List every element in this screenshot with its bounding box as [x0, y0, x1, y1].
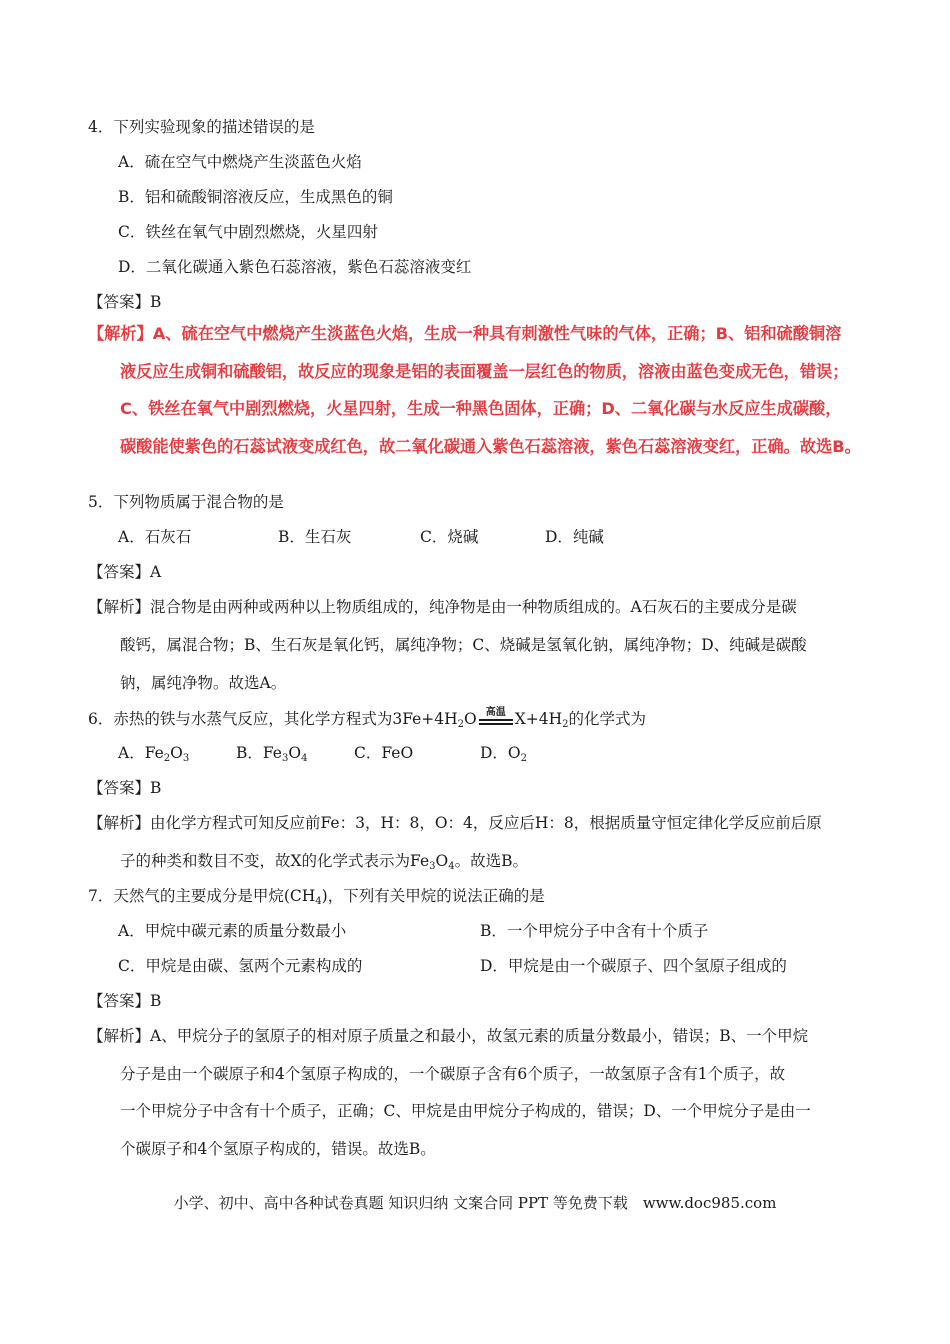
- q5-option-a: A．石灰石: [118, 528, 192, 546]
- q5-option-c: C．烧碱: [420, 528, 479, 546]
- q6-option-a: A．$Fe_2O_3$: [118, 744, 190, 764]
- q6-stem: 6．赤热的铁与水蒸气反应，其化学方程式为$3Fe+4H_2O$ 高温 $X+4H_2$的化学式为: [88, 707, 647, 730]
- q5-stem: 5．下列物质属于混合物的是: [88, 493, 284, 511]
- q6-explanation-line-2: 子的种类和数目不变，故X的化学式表示为$Fe_3O_4$。故选B。: [120, 852, 528, 872]
- q6-answer: 【答案】B: [88, 779, 162, 797]
- q4-explanation-line-3: C、铁丝在氧气中剧烈燃烧，火星四射，生成一种黑色固体，正确；D、二氧化碳与水反应生成碳酸，: [120, 399, 842, 418]
- q7-explanation-line-4: 个碳原子和4个氢原子构成的，错误。故选B。: [120, 1140, 436, 1158]
- reaction-condition-mark: [479, 708, 513, 728]
- q4-explanation-line-1: 【解析】A、硫在空气中燃烧产生淡蓝色火焰，生成一种具有刺激性气味的气体，正确；B、铝和硫酸铜溶: [88, 324, 842, 343]
- q7-option-a: A．甲烷中碳元素的质量分数最小: [118, 922, 347, 940]
- q6-option-d: D．$O_2$: [480, 744, 528, 764]
- reaction-condition-label: 高温: [485, 707, 506, 718]
- q7-option-c: C．甲烷是由碳、氢两个元素构成的: [118, 957, 363, 975]
- q5-option-d: D．纯碱: [545, 528, 604, 546]
- q4-option-a: A．硫在空气中燃烧产生淡蓝色火焰: [118, 153, 362, 171]
- q6-option-c: C．FeO: [354, 744, 414, 762]
- q5-explanation-line-2: 酸钙，属混合物；B、生石灰是氧化钙，属纯净物；C、烧碱是氢氧化钠，属纯净物；D、纯碱是碳酸: [120, 636, 807, 654]
- page-footer: 小学、初中、高中各种试卷真题 知识归纳 文案合同 PPT 等免费下载 www.doc985.com: [173, 1194, 777, 1212]
- q4-option-d: D．二氧化碳通入紫色石蕊溶液，紫色石蕊溶液变红: [118, 258, 472, 276]
- q6-option-b: B．$Fe_3O_4$: [236, 744, 308, 764]
- q4-answer: 【答案】B: [88, 293, 162, 311]
- q4-option-b: B．铝和硫酸铜溶液反应，生成黑色的铜: [118, 188, 393, 206]
- q7-explanation-line-3: 一个甲烷分子中含有十个质子，正确；C、甲烷是由甲烷分子构成的，错误；D、一个甲烷分子是由一: [120, 1102, 811, 1120]
- q4-explanation-label: 【解析】: [88, 324, 153, 343]
- q5-option-b: B．生石灰: [278, 528, 352, 546]
- q5-answer: 【答案】A: [88, 563, 162, 581]
- q5-explanation-line-3: 钠，属纯净物。故选A。: [120, 674, 287, 692]
- q7-option-d: D．甲烷是由一个碳原子、四个氢原子组成的: [480, 957, 787, 975]
- q7-option-b: B．一个甲烷分子中含有十个质子: [480, 922, 709, 940]
- q7-stem: 7．天然气的主要成分是甲烷$(CH_4)$，下列有关甲烷的说法正确的是: [88, 887, 545, 907]
- q5-explanation-line-1: 【解析】混合物是由两种或两种以上物质组成的，纯净物是由一种物质组成的。A石灰石的主要成分是碳: [88, 598, 797, 616]
- q4-explanation-line-4: 碳酸能使紫色的石蕊试液变成红色，故二氧化碳通入紫色石蕊溶液，紫色石蕊溶液变红，正确。故选B。: [120, 437, 861, 456]
- q7-explanation-line-2: 分子是由一个碳原子和4个氢原子构成的，一个碳原子含有6个质子，一故氢原子含有1个质子，故: [120, 1065, 786, 1083]
- q4-option-c: C．铁丝在氧气中剧烈燃烧，火星四射: [118, 223, 378, 241]
- q4-explanation-line-2: 液反应生成铜和硫酸铝，故反应的现象是铝的表面覆盖一层红色的物质，溶液由蓝色变成无色，错误；: [120, 362, 849, 381]
- q4-stem: 4．下列实验现象的描述错误的是: [88, 118, 315, 136]
- q6-explanation-line-1: 【解析】由化学方程式可知反应前Fe：3，H：8，O：4，反应后H：8，根据质量守恒定律化学反应前后原: [88, 814, 822, 832]
- q7-answer: 【答案】B: [88, 992, 162, 1010]
- q7-explanation-line-1: 【解析】A、甲烷分子的氢原子的相对原子质量之和最小，故氢元素的质量分数最小，错误；B、一个甲烷: [88, 1027, 809, 1045]
